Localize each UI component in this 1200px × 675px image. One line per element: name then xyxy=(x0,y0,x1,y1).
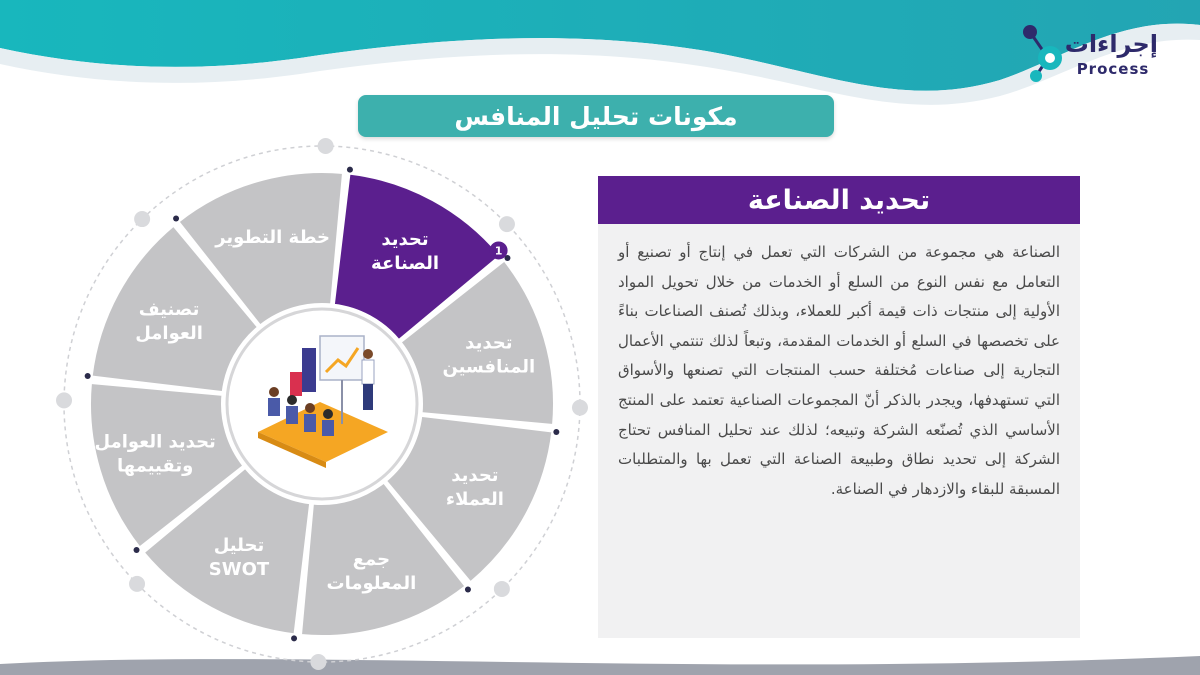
segment-marker-7 xyxy=(85,373,91,379)
logo-english-text: Process xyxy=(1076,60,1150,78)
segment-marker-5 xyxy=(291,635,297,641)
ring-knob-6 xyxy=(129,576,145,592)
footer-wave xyxy=(0,648,1200,675)
segment-label-8 xyxy=(214,227,330,248)
ring-knob-8 xyxy=(134,211,150,227)
segment-marker-6 xyxy=(134,547,140,553)
segment-label-line: SWOT xyxy=(208,558,270,580)
segment-label-line: تصنيف xyxy=(138,298,200,320)
center-illustration xyxy=(227,309,417,499)
segment-label-line: تحديد xyxy=(381,229,429,251)
panel-heading: تحديد الصناعة xyxy=(598,176,1080,224)
ring-knob-5 xyxy=(310,654,326,670)
segment-label-line: تحديد xyxy=(451,465,499,487)
ring-knob-4 xyxy=(494,581,510,597)
ring-knob-2 xyxy=(499,216,515,232)
panel-body-text: الصناعة هي مجموعة من الشركات التي تعمل في إنتاج أو تصنيع أو التعامل مع نفس النوع من السلع أو الخدمات من خلال تحويل المواد الأولية إلى منتجات ذات قيمة أكبر للعملاء، وبذلك تُصنف الصناعات بناءً على تخصصها في السلع أو الخدمات المقدمة، وتبعاً لذلك تنتمي الأعمال التجارية إلى صناعات مُختلفة حسب المنتجات التي تصنعها والأسواق التي تستهدفها، ويجدر بالذكر أنّ المجموعات الصناعية تعتمد على المنتج الأساسي الذي تُصنّعه الشركة وتبيعه؛ لذلك عند تحليل المنافس تحتاج الشركة إلى تحديد نطاق وطبيعة الصناعة التي تعمل بها والمتطلبات المسبقة للبقاء والازدهار في الصناعة. xyxy=(618,243,1060,498)
segment-label-line: تحليل xyxy=(213,534,265,556)
segment-label-line: تحديد العوامل xyxy=(94,431,216,453)
description-panel xyxy=(598,176,1080,638)
segment-marker-8 xyxy=(173,216,179,222)
segment-label-line: المعلومات xyxy=(326,572,417,594)
segment-marker-4 xyxy=(465,586,471,592)
segment-label-line: جمع xyxy=(352,548,391,570)
segment-label-line: وتقييمها xyxy=(117,455,194,477)
page-title: مكونات تحليل المنافس xyxy=(358,95,834,137)
step-badge-number: 1 xyxy=(494,244,503,258)
ring-knob-7 xyxy=(56,392,72,408)
segment-label-line: الصناعة xyxy=(371,253,440,275)
segment-label-line: تحديد xyxy=(465,332,513,354)
segment-marker-3 xyxy=(553,429,559,435)
ring-knob-1 xyxy=(318,138,334,154)
segment-label-line: خطة التطوير xyxy=(215,227,330,249)
segment-label-line: المنافسين xyxy=(442,356,536,378)
segment-label-line: العملاء xyxy=(445,489,504,511)
ring-knob-3 xyxy=(572,400,588,416)
logo-arabic-text: إجراءات xyxy=(1064,30,1158,58)
segment-marker-1 xyxy=(347,167,353,173)
segment-label-line: العوامل xyxy=(135,322,203,344)
